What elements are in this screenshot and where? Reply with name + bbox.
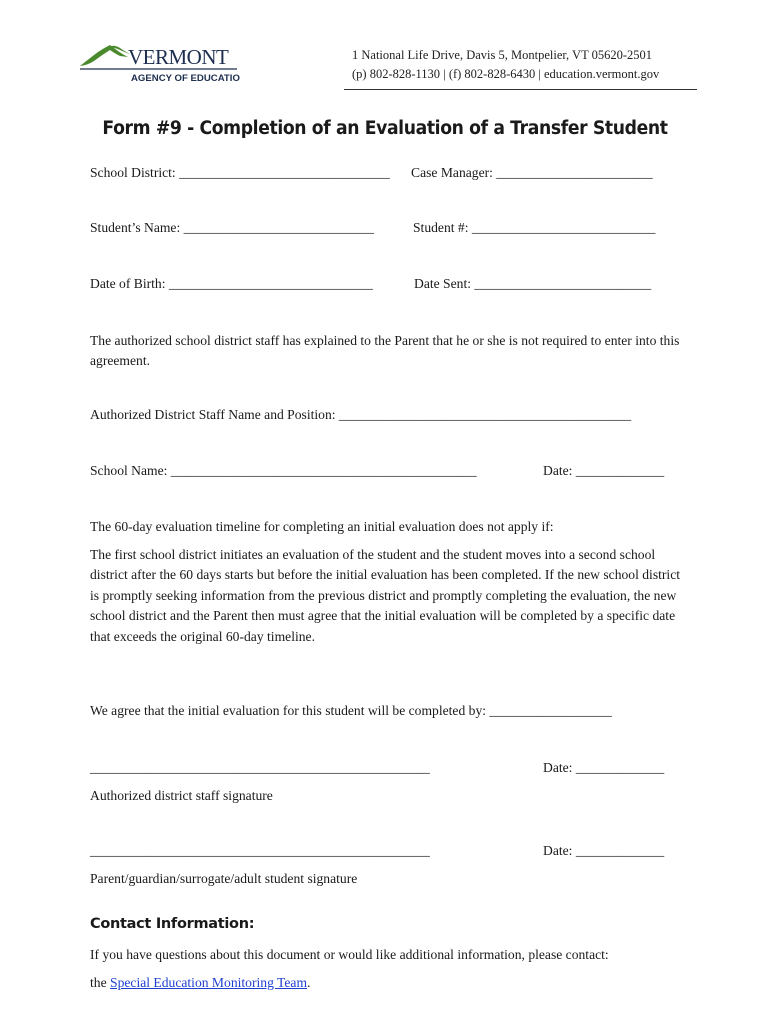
staff-signature-line[interactable]: __________________________________________________ xyxy=(90,760,430,775)
address-line-2: (p) 802-828-1130 | (f) 802-828-6430 | education.vermont.gov xyxy=(352,67,660,81)
parent-signature-line[interactable]: __________________________________________________ xyxy=(90,843,430,858)
logo-subtitle: AGENCY OF EDUCATION xyxy=(131,73,240,84)
date-sent-field[interactable]: Date Sent: __________________________ xyxy=(414,276,652,291)
contact-heading: Contact Information: xyxy=(90,916,255,932)
school-name-field[interactable]: School Name: _____________________________________________ xyxy=(90,463,477,478)
staff-signature-label: Authorized district staff signature xyxy=(90,788,273,803)
student-number-field[interactable]: Student #: ___________________________ xyxy=(413,220,656,235)
timeline-heading: The 60-day evaluation timeline for completing an initial evaluation does not apply if: xyxy=(90,519,554,534)
parent-explanation-paragraph: The authorized school district staff has explained to the Parent that he or she is not required to enter into this agreement. xyxy=(90,333,680,369)
logo-wordmark: VERMONT xyxy=(128,45,229,69)
completion-date-field[interactable]: We agree that the initial evaluation for this student will be completed by: __________________ xyxy=(90,703,612,718)
date-of-birth-field[interactable]: Date of Birth: ______________________________ xyxy=(90,276,373,291)
address-line-1: 1 National Life Drive, Davis 5, Montpelier, VT 05620-2501 xyxy=(352,48,653,62)
student-name-field[interactable]: Student’s Name: ____________________________ xyxy=(90,220,374,235)
vermont-logo xyxy=(80,42,240,86)
parent-signature-date[interactable]: Date: _____________ xyxy=(543,843,665,858)
header-divider xyxy=(344,89,697,90)
staff-signature-date[interactable]: Date: _____________ xyxy=(543,760,665,775)
monitoring-team-link[interactable]: Special Education Monitoring Team xyxy=(110,975,308,990)
form-title: Form #9 - Completion of an Evaluation of a Transfer Student xyxy=(102,118,668,139)
contact-suffix: . xyxy=(307,975,311,990)
contact-intro: If you have questions about this document or would like additional information, please contact: xyxy=(90,947,609,962)
school-date-field[interactable]: Date: _____________ xyxy=(543,463,665,478)
mountain-logo-icon xyxy=(80,42,240,86)
school-district-field[interactable]: School District: _______________________________ xyxy=(90,165,390,180)
parent-signature-label: Parent/guardian/surrogate/adult student signature xyxy=(90,871,358,886)
contact-prefix: the xyxy=(90,975,111,990)
staff-name-position-field[interactable]: Authorized District Staff Name and Position: ___________________________________________ xyxy=(90,407,632,422)
contact-line xyxy=(90,975,310,991)
timeline-paragraph: The first school district initiates an evaluation of the student and the student moves into a second school district after the 60 days starts but before the initial evaluation has been completed. If the new school district is promptly seeking information from the previous district and promptly completing the evaluation, the new school district and the Parent then must agree that the initial evaluation will be completed by a specific date that exceeds the original 60-day timeline. xyxy=(90,547,681,644)
case-manager-field[interactable]: Case Manager: _______________________ xyxy=(411,165,653,180)
